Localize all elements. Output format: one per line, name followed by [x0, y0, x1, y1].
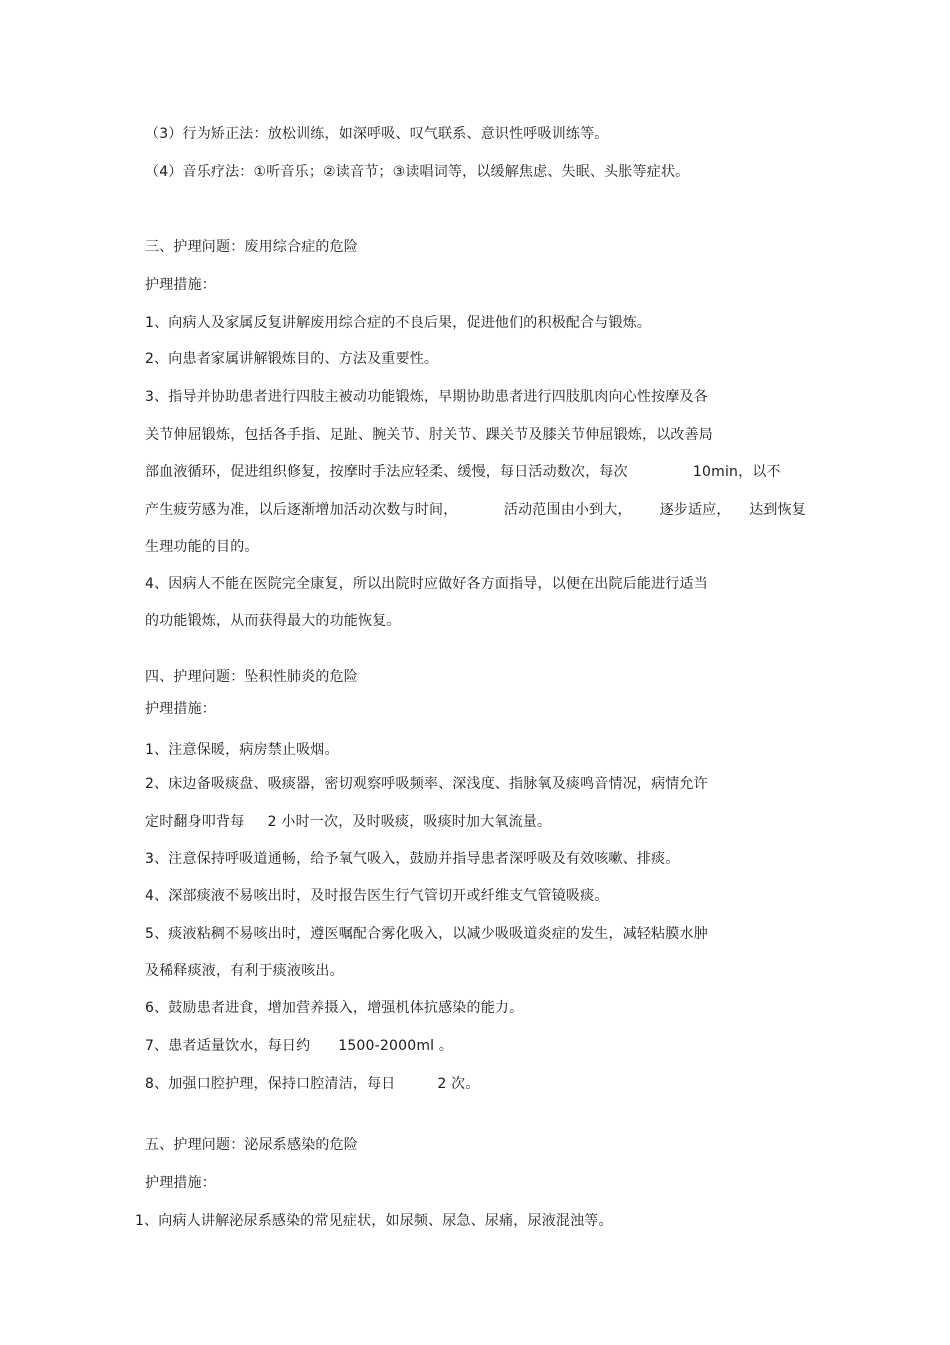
text-line: （4）音乐疗法：①听音乐；②读音节；③读唱词等，以缓解焦虑、失眠、头胀等症状。: [145, 164, 690, 180]
section-heading: 五、护理问题：泌尿系感染的危险: [145, 1137, 358, 1153]
text-line: 护理措施：: [145, 701, 216, 717]
text-line: 部血液循环，促进组织修复，按摩时手法应轻柔、缓慢，每日活动数次，每次 10min，以不: [145, 464, 781, 480]
text-line: 产生疲劳感为准，以后逐渐增加活动次数与时间， 活动范围由小到大， 逐步适应， 达到恢复: [145, 502, 807, 518]
text-line: 2、向患者家属讲解锻炼目的、方法及重要性。: [145, 351, 439, 367]
text-line: 护理措施：: [145, 1175, 216, 1191]
text-line: 的功能锻炼，从而获得最大的功能恢复。: [145, 613, 401, 629]
text-line: 4、因病人不能在医院完全康复，所以出院时应做好各方面指导，以便在出院后能进行适当: [145, 576, 708, 592]
text-line: 4、深部痰液不易咳出时，及时报告医生行气管切开或纤维支气管镜吸痰。: [145, 888, 609, 904]
text-line: 关节伸屈锻炼，包括各手指、足趾、腕关节、肘关节、踝关节及膝关节伸屈锻炼，以改善局: [145, 427, 713, 443]
text-line: 6、鼓励患者进食，增加营养摄入，增强机体抗感染的能力。: [145, 1000, 524, 1016]
text-line: 3、指导并协助患者进行四肢主被动功能锻炼，早期协助患者进行四肢肌肉向心性按摩及各: [145, 389, 708, 405]
section-heading: 四、护理问题：坠积性肺炎的危险: [145, 669, 358, 685]
section-heading: 三、护理问题：废用综合症的危险: [145, 239, 358, 255]
text-line: 1、向病人及家属反复讲解废用综合症的不良后果，促进他们的积极配合与锻炼。: [145, 315, 652, 331]
text-line: 及稀释痰液，有利于痰液咳出。: [145, 963, 344, 979]
text-line: （3）行为矫正法：放松训练，如深呼吸、叹气联系、意识性呼吸训练等。: [145, 126, 609, 142]
text-line: 护理措施：: [145, 277, 216, 293]
text-line: 3、注意保持呼吸道通畅，给予氧气吸入，鼓励并指导患者深呼吸及有效咳嗽、排痰。: [145, 851, 680, 867]
text-line: 定时翻身叩背每 2 小时一次，及时吸痰，吸痰时加大氧流量。: [145, 814, 552, 830]
text-line: 1、向病人讲解泌尿系感染的常见症状，如尿频、尿急、尿痛，尿液混浊等。: [135, 1213, 613, 1229]
text-line: 2、床边备吸痰盘、吸痰器，密切观察呼吸频率、深浅度、指脉氧及痰鸣音情况，病情允许: [145, 776, 708, 792]
text-line: 5、痰液粘稠不易咳出时，遵医嘱配合雾化吸入，以减少吸吸道炎症的发生，减轻粘膜水肿: [145, 926, 708, 942]
text-line: 1、注意保暖，病房禁止吸烟。: [145, 742, 339, 758]
text-line: 生理功能的目的。: [145, 539, 259, 555]
text-line: 7、患者适量饮水，每日约 1500-2000ml 。: [145, 1038, 454, 1054]
text-line: 8、加强口腔护理，保持口腔清洁，每日 2 次。: [145, 1076, 480, 1092]
